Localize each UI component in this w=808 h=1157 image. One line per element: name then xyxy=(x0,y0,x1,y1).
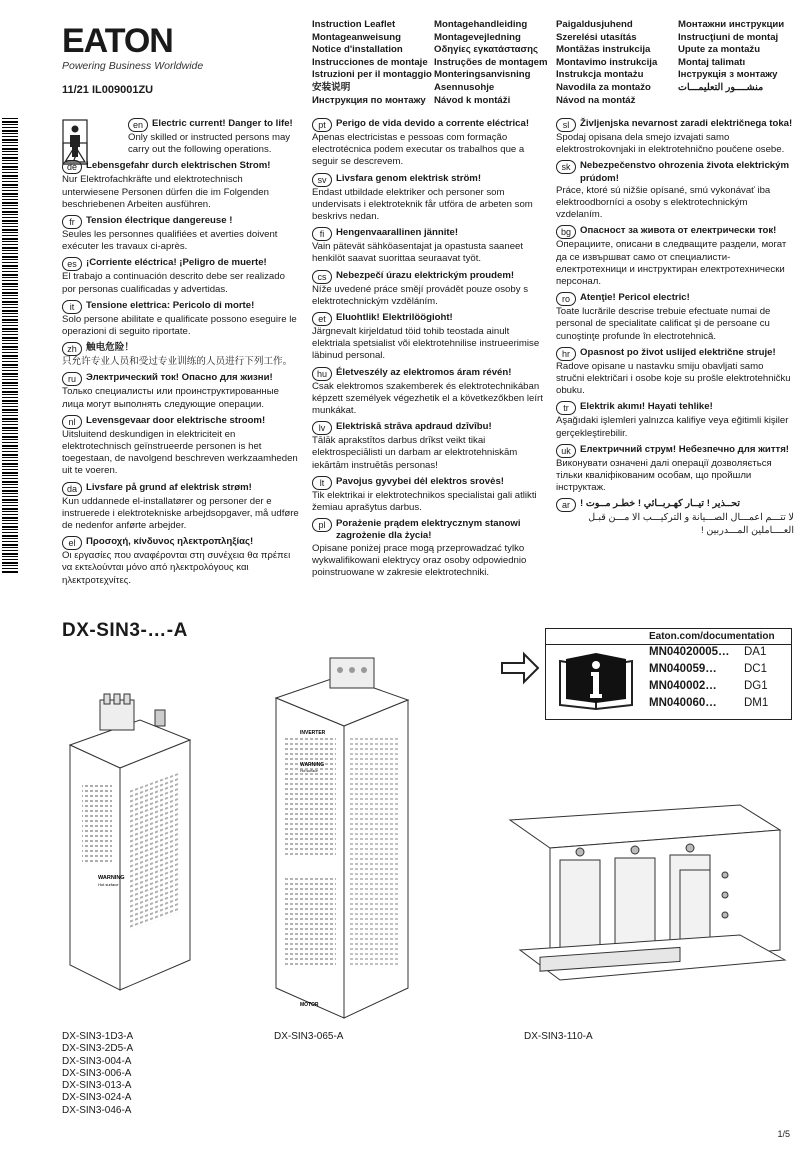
manual-info-icon xyxy=(556,651,636,711)
warning-text: Csak elektromos szakemberek és elektrotechnikában képzett személyek végezhetik el a következőkben leírt munkákat. xyxy=(312,380,543,417)
warning-tr xyxy=(556,401,794,439)
barcode xyxy=(2,118,18,573)
unit2-inverter-label: INVERTER xyxy=(300,730,326,736)
unit1-warning-label: WARNING xyxy=(98,875,125,881)
page-number: 1/5 xyxy=(777,1129,790,1139)
warning-sk xyxy=(556,160,794,221)
warning-lt xyxy=(312,476,548,514)
language-code-badge: bg xyxy=(556,225,576,239)
warning-title: تحــذير ! تيــار كهـربــائي ! خطـر مــوت ! xyxy=(580,498,741,510)
unit-open-frame-illustration xyxy=(500,800,790,1020)
language-code-badge: ar xyxy=(556,498,576,512)
warning-hr xyxy=(556,347,794,398)
unit2-hot-surface-label: Hot surface xyxy=(300,769,318,773)
warning-title: Porażenie prądem elektrycznym stanowi zagrożenie dla życia! xyxy=(336,518,521,542)
language-titles-col3: Paigaldusjuhend Szerelési utasítás Montāžas instrukcija Montavimo instrukcija Instrukcja montażu Navodila za montažo Návod na montáž xyxy=(556,19,658,106)
warning-text: Opisane poniżej prace mogą przeprowadzać tylko wykwalifikowani elektrycy oraz osoby odpowiednio poinstruowane w zakresie elektrotechniki. xyxy=(312,542,527,579)
warning-title: Электрический ток! Опасно для жизни! xyxy=(86,372,273,384)
warning-cs xyxy=(312,270,548,308)
language-code-badge: de xyxy=(62,160,82,174)
documentation-url: Eaton.com/documentation xyxy=(546,629,791,645)
warning-en xyxy=(62,118,300,156)
warning-et xyxy=(312,312,548,363)
warning-text: Seules les personnes qualifiées et averties doivent exécuter les travaux ci-après. xyxy=(62,229,278,253)
warning-text: Solo persone abilitate e qualificate possono eseguire le operazioni di seguito riportate. xyxy=(62,313,297,338)
warning-title: Електричний струм! Небезпечно для життя! xyxy=(580,443,790,455)
warning-hu xyxy=(312,367,548,418)
warning-zh xyxy=(62,342,300,368)
language-titles-col4: Монтажни инструкции Instrucţiuni de montaj Upute za montažu Montaj talimatı Інструкція з монтажу منشــــور التعليمـــات xyxy=(678,19,785,93)
language-code-badge: fr xyxy=(62,215,82,229)
warning-title: Nebezpečí úrazu elektrickým proudem! xyxy=(336,269,515,281)
warnings-column-3 xyxy=(556,118,794,541)
warning-text: Níže uvedené práce smějí provádět pouze osoby s elektrotechnickým vzděláním. xyxy=(312,283,528,307)
language-code-badge: nl xyxy=(62,415,82,429)
warning-pl xyxy=(312,518,548,579)
warning-text: Apenas electricistas e pessoas com formação electrotécnica podem executar os trabalhos que a seguir se descrevem. xyxy=(312,132,525,168)
language-code-badge: zh xyxy=(62,342,82,356)
warning-text: Tālāk aprakstītos darbus drīkst veikt tikai elektrospeciālisti un darbam ar elektrotehniskām iekārtām instruētās personas! xyxy=(312,435,518,471)
warning-sv xyxy=(312,173,548,224)
warning-title: Opasnost po život uslijed električne struje! xyxy=(580,346,776,358)
language-code-badge: es xyxy=(62,257,82,271)
warning-text: Spodaj opisana dela smejo izvajati samo elektrostrokovnjaki in elektrotehnično poučene osebe. xyxy=(556,132,785,156)
doc-row-3: MN040002… DG1 xyxy=(649,680,768,692)
warnings-column-1 xyxy=(62,118,300,591)
language-code-badge: ro xyxy=(556,292,576,306)
warning-it xyxy=(62,300,300,338)
warning-pt xyxy=(312,118,548,169)
warnings-column-2 xyxy=(312,118,548,583)
warning-text: Toate lucrările descrise trebuie efectuate numai de personal de specialitate calificat şi de persoane cu cunoştinţe profunde în electrotehnică. xyxy=(556,306,771,342)
language-code-badge: lv xyxy=(312,421,332,435)
warning-uk xyxy=(556,444,794,495)
caption-tall-unit: DX-SIN3-065-A xyxy=(274,1031,344,1042)
language-code-badge: pt xyxy=(312,118,332,132)
warning-title: Eluohtlik! Elektrilöögioht! xyxy=(336,312,453,324)
warning-title: Опасност за живота от електрически ток! xyxy=(580,225,777,237)
warning-title: Pavojus gyvybei dėl elektros srovės! xyxy=(336,475,504,487)
warning-title: Életveszély az elektromos áram révén! xyxy=(336,366,512,378)
language-code-badge: hu xyxy=(312,367,332,381)
warning-ro xyxy=(556,292,794,343)
warning-title: ¡Corriente eléctrica! ¡Peligro de muerte! xyxy=(86,257,267,269)
warning-text: لا تتـــم اعمـــال الصـــيانة و التركيـــب الا مـــن قبـل العــــاملين المـــدربين ! xyxy=(588,512,794,536)
warning-title: Electric current! Danger to life! xyxy=(152,118,293,129)
document-reference: 11/21 IL009001ZU xyxy=(62,84,154,96)
warning-text: Only skilled or instructed persons may carry out the following operations. xyxy=(128,132,291,156)
warning-title: Elektrik akımı! Hayati tehlike! xyxy=(580,401,713,413)
warning-text: Práce, ktoré sú nižšie opísané, smú vykonávať iba elektroodborníci a osoby s elektrotechnickým vzdelaním. xyxy=(556,184,771,221)
warning-de xyxy=(62,160,300,211)
unit2-motor-label: MOTOR xyxy=(300,1002,319,1008)
unit-small-illustration xyxy=(60,690,210,1000)
warning-text: Uitsluitend deskundigen in elektriciteit en elektrotechnisch geïnstrueerde personen is het toegestaan, de navolgend beschreven werkzaamheden uit te voeren. xyxy=(62,428,298,477)
caption-small-units: DX-SIN3-1D3-A DX-SIN3-2D5-A DX-SIN3-004-A DX-SIN3-006-A DX-SIN3-013-A DX-SIN3-024-A DX-SIN3-046-A xyxy=(62,1031,134,1116)
language-code-badge: pl xyxy=(312,518,332,532)
warning-sl xyxy=(556,118,794,156)
language-code-badge: da xyxy=(62,482,82,496)
arrow-icon xyxy=(500,650,540,686)
warning-title: Perigo de vida devido a corrente eléctrica! xyxy=(336,118,530,129)
warning-ar xyxy=(556,498,794,536)
language-code-badge: hr xyxy=(556,347,576,361)
warning-text: Tik elektrikai ir elektrotechnikos specialistai gali atlikti žemiau aprašytus darbus. xyxy=(312,489,537,514)
doc-row-4: MN040060… DM1 xyxy=(649,697,769,709)
unit1-hot-surface-label: Hot surface xyxy=(98,882,119,887)
language-code-badge: sk xyxy=(556,160,576,174)
unit-tall-illustration xyxy=(270,648,420,1028)
warning-text: Vain pätevät sähköasentajat ja opastusta saaneet henkilöt saavat suorittaa seuraavat työt. xyxy=(312,241,524,265)
warning-text: Radove opisane u nastavku smiju obavljati samo stručni električari i osobe koje su prošle elektrotehničku obuku. xyxy=(556,360,791,397)
warning-title: Tensione elettrica: Pericolo di morte! xyxy=(86,299,255,311)
eaton-logo: EATON xyxy=(62,22,173,60)
language-code-badge: sl xyxy=(556,118,576,132)
warning-title: Livsfare på grund af elektrisk strøm! xyxy=(86,481,252,493)
warning-title: Livsfara genom elektrisk ström! xyxy=(336,172,482,184)
warning-text: Nur Elektrofachkräfte und elektrotechnisch unterwiesene Personen dürfen die im Folgenden beschriebenen Arbeiten ausführen. xyxy=(62,174,269,210)
warning-nl xyxy=(62,415,300,478)
warning-title: Hengenvaarallinen jännite! xyxy=(336,227,459,239)
warning-da xyxy=(62,482,300,533)
language-code-badge: uk xyxy=(556,444,576,458)
warning-ru xyxy=(62,372,300,410)
language-code-badge: ru xyxy=(62,372,82,386)
warning-text: Kun uddannede el-installatører og personer der e instruerede i elektrotekniske arbejdsopgaver, må udføre de nedenfor anførte arbejder. xyxy=(62,495,299,532)
warning-fr xyxy=(62,215,300,253)
warning-text: Οι εργασίες που αναφέρονται στη συνέχεια θα πρέπει να εκτελούνται μόνο από ηλεκτρολόγους και ηλεκτροτεχνίτες. xyxy=(62,550,291,586)
warning-text: El trabajo a continuación descrito debe ser realizado por personas cualificadas y advertidas. xyxy=(62,271,285,295)
doc-row-1: MN04020005… DA1 xyxy=(649,646,767,658)
warning-title: Življenjska nevarnost zaradi električnega toka! xyxy=(580,118,793,129)
language-code-badge: en xyxy=(128,118,148,132)
warning-title: Atenţie! Pericol electric! xyxy=(580,292,690,304)
language-code-badge: et xyxy=(312,312,332,326)
warning-title: Προσοχή, κίνδυνος ηλεκτροπληξίας! xyxy=(86,536,254,548)
warning-title: Elektriskā strāva apdraud dzīvību! xyxy=(336,421,492,433)
warning-text: Järgnevalt kirjeldatud töid tohib teostada ainult elektriala spetsialist või elektrotehnilise instrueerimise läbinud personal. xyxy=(312,326,540,362)
warning-es xyxy=(62,257,300,295)
documentation-box xyxy=(545,628,792,720)
language-titles-col2: Montagehandleiding Montagevejledning Οδηγίες εγκατάστασης Instruções de montagem Monteringsanvisning Asennusohje Návod k montáži xyxy=(434,19,548,106)
warning-bg xyxy=(556,225,794,288)
warning-title: Lebensgefahr durch elektrischen Strom! xyxy=(86,160,271,172)
language-code-badge: el xyxy=(62,536,82,550)
warning-fi xyxy=(312,227,548,265)
language-code-badge: fi xyxy=(312,227,332,241)
language-code-badge: cs xyxy=(312,270,332,284)
tagline: Powering Business Worldwide xyxy=(62,60,204,72)
warning-text: Aşağıdaki işlemleri yalnızca kalifiye veya eğitimli kişiler gerçekleştirebilir. xyxy=(556,415,789,439)
warning-title: 触电危险！ xyxy=(86,342,134,354)
language-code-badge: tr xyxy=(556,401,576,415)
warning-title: Nebezpečenstvo ohrozenia života elektrickým prúdom! xyxy=(580,160,790,184)
unit2-warning-label: WARNING xyxy=(300,762,325,768)
warning-text: 只允许专业人员和受过专业训练的人员进行下列工作。 xyxy=(62,356,293,368)
language-code-badge: it xyxy=(62,300,82,314)
doc-row-2: MN040059… DC1 xyxy=(649,663,768,675)
warning-text: Операциите, описани в следващите раздели, могат да се извършват само от специалисти-електротехници и инструктиран електротехнически персонал. xyxy=(556,239,787,288)
warning-title: Levensgevaar door elektrische stroom! xyxy=(86,414,266,426)
warning-lv xyxy=(312,421,548,472)
language-code-badge: lt xyxy=(312,476,332,490)
warning-text: Виконувати означені далі операції дозволяється тільки кваліфікованим особам, що пройшли інструктаж. xyxy=(556,457,772,494)
warning-title: Tension électrique dangereuse ! xyxy=(86,215,233,227)
product-title: DX-SIN3-…-A xyxy=(62,620,188,641)
warning-el xyxy=(62,536,300,587)
language-code-badge: sv xyxy=(312,173,332,187)
warning-text: Endast utbildade elektriker och personer som undervisats i elektroteknik får utföra de arbeten som beskrivs nedan. xyxy=(312,186,533,223)
language-titles-col1: Instruction Leaflet Montageanweisung Notice d'installation Instrucciones de montaje Istruzioni per il montaggio 安装说明 Инструкция по монтажу xyxy=(312,19,432,106)
caption-open-frame-unit: DX-SIN3-110-A xyxy=(524,1031,593,1042)
warning-text: Только специалисты или проинструктированные лица могут выполнять следующие операции. xyxy=(62,386,279,410)
